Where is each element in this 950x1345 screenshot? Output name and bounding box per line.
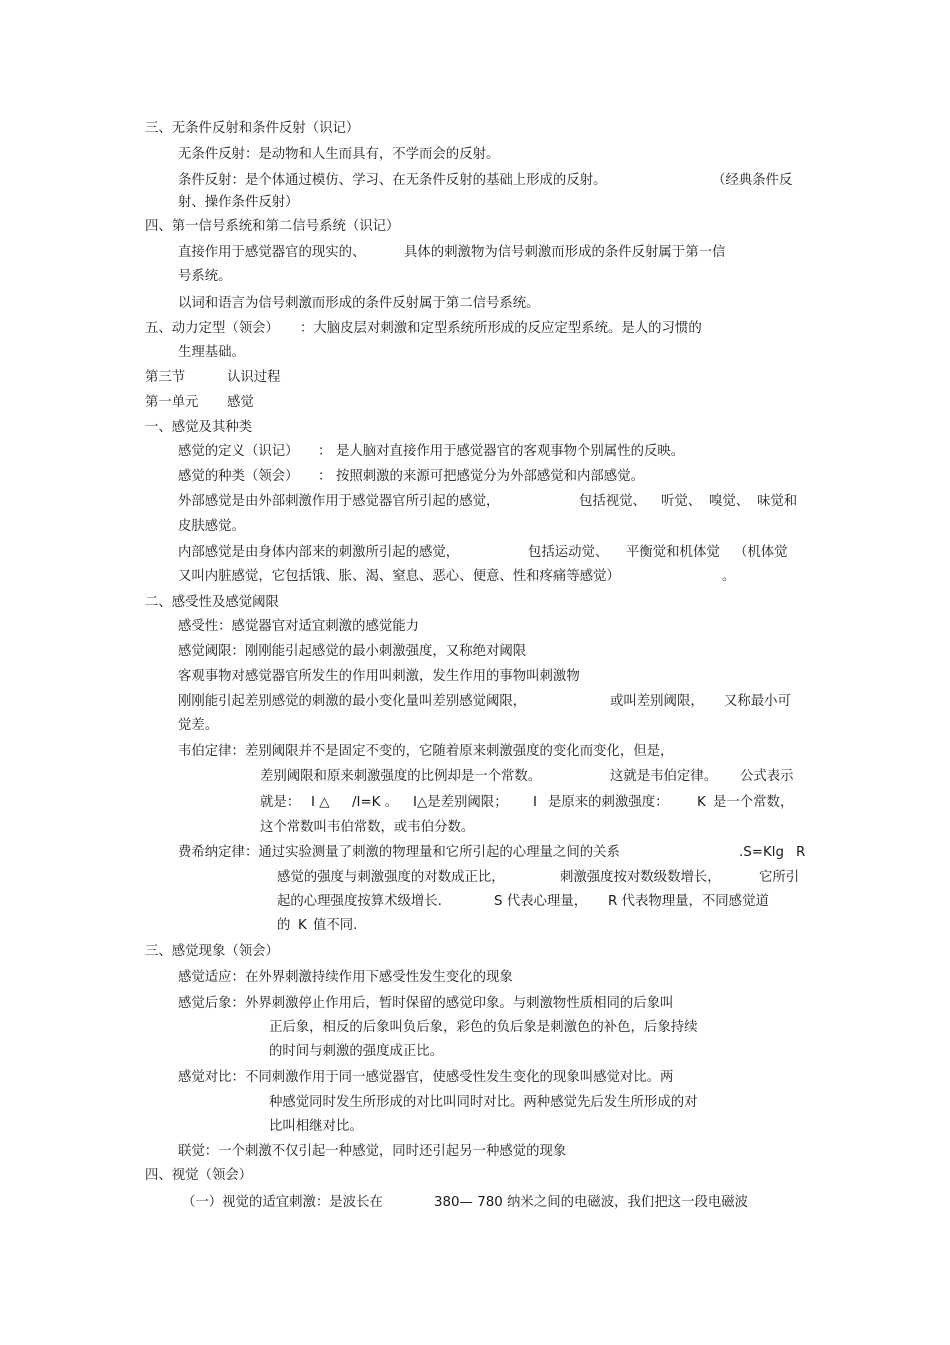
text-line-10: 五、动力定型（领会） (145, 321, 279, 336)
text-line-47: 公式表示 (740, 769, 794, 784)
text-line-33: （机体觉 (734, 545, 788, 560)
text-line-72: 正后象，相反的后象叫负后象，彩色的负后象是刺激色的补色，后象持续 (269, 1020, 698, 1035)
text-line-49: I △ (311, 795, 330, 810)
text-line-20: 是人脑对直接作用于感觉器官的客观事物个别属性的反映。 (336, 444, 685, 459)
text-line-8: 号系统。 (178, 269, 232, 284)
text-line-64: S 代表心理量， (494, 894, 588, 909)
text-line-19: ： (318, 444, 332, 459)
text-line-2: 条件反射：是个体通过模仿、学习、在无条件反射的基础上形成的反射。 (178, 173, 607, 188)
text-line-43: 觉差。 (178, 718, 219, 733)
text-line-42: 又称最小可 (724, 694, 791, 709)
text-line-34: 又叫内脏感觉，它包括饿、胀、渴、窒息、恶心、便意、性和疼痛等感觉） (178, 569, 620, 584)
text-line-30: 内部感觉是由身体内部来的刺激所引起的感觉， (178, 545, 460, 560)
text-line-65: R 代表物理量，不同感觉道 (608, 894, 769, 909)
text-line-80: 380— 780 纳米之间的电磁波，我们把这一段电磁波 (434, 1195, 749, 1210)
text-line-73: 的时间与刺激的强度成正比。 (269, 1044, 444, 1059)
text-line-51: I△是差别阈限； (413, 795, 508, 810)
text-line-55: 是一个常数， (713, 795, 794, 810)
text-line-35: 。 (722, 569, 736, 584)
text-line-23: 按照刺激的来源可把感觉分为外部感觉和内部感觉。 (336, 469, 644, 484)
text-line-41: 或叫差别阈限， (610, 694, 704, 709)
text-line-24: 外部感觉是由外部刺激作用于感觉器官所引起的感觉， (178, 494, 500, 509)
text-line-12: 生理基础。 (178, 345, 245, 360)
text-line-44: 韦伯定律：差别阈限并不是固定不变的，它随着原来刺激强度的变化而变化，但是， (178, 744, 674, 759)
text-line-52: I (533, 795, 537, 810)
text-line-29: 皮肤感觉。 (178, 519, 245, 534)
text-line-50: /I=K 。 (352, 795, 399, 810)
text-line-36: 二、感受性及感觉阈限 (145, 595, 279, 610)
text-line-63: 起的心理强度按算术级增长. (277, 894, 442, 909)
text-line-54: K (697, 795, 706, 810)
text-line-69: 三、感觉现象（领会） (145, 944, 279, 959)
text-line-21: 感觉的种类（领会） (178, 469, 299, 484)
text-line-18: 感觉的定义（识记） (178, 444, 299, 459)
text-line-37: 感受性：感觉器官对适宜刺激的感觉能力 (178, 619, 420, 634)
text-line-5: 四、第一信号系统和第二信号系统（识记） (145, 219, 400, 234)
text-line-66: 的 (277, 918, 291, 933)
text-line-70: 感觉适应：在外界刺激持续作用下感受性发生变化的现象 (178, 970, 513, 985)
text-line-62: 它所引 (759, 870, 800, 885)
text-line-16: 感觉 (227, 395, 254, 410)
text-line-17: 一、感觉及其种类 (145, 420, 253, 435)
text-line-78: 四、视觉（领会） (145, 1168, 253, 1183)
text-line-31: 包括运动觉、 (528, 545, 609, 560)
text-line-75: 种感觉同时发生所形成的对比叫同时对比。两种感觉先后发生所形成的对 (269, 1095, 698, 1110)
text-line-26: 听觉、 (661, 494, 702, 509)
text-line-15: 第一单元 (145, 395, 199, 410)
text-line-57: 费希纳定律：通过实验测量了刺激的物理量和它所引起的心理量之间的关系 (178, 845, 620, 860)
text-line-32: 平衡觉和机体觉 (626, 545, 720, 560)
text-line-38: 感觉阈限：刚刚能引起感觉的最小刺激强度，又称绝对阈限 (178, 644, 527, 659)
text-line-76: 比叫相继对比。 (269, 1119, 363, 1134)
text-line-68: 值不同. (313, 918, 358, 933)
text-line-67: K (298, 918, 307, 933)
text-line-79: （一）视觉的适宜刺激：是波长在 (182, 1195, 383, 1210)
text-line-74: 感觉对比：不同刺激作用于同一感觉器官，使感受性发生变化的现象叫感觉对比。两 (178, 1070, 674, 1085)
text-line-59: R (796, 845, 806, 860)
text-line-28: 味觉和 (757, 494, 798, 509)
text-line-39: 客观事物对感觉器官所发生的作用叫刺激，发生作用的事物叫刺激物 (178, 669, 580, 684)
text-line-56: 这个常数叫韦伯常数，或韦伯分数。 (260, 820, 475, 835)
text-line-1: 无条件反射：是动物和人生而具有，不学而会的反射。 (178, 147, 500, 162)
text-line-53: 是原来的刺激强度： (548, 795, 669, 810)
text-line-40: 刚刚能引起差别感觉的刺激的最小变化量叫差别感觉阈限， (178, 694, 527, 709)
text-line-22: ： (318, 469, 332, 484)
text-line-9: 以词和语言为信号刺激而形成的条件反射属于第二信号系统。 (178, 296, 540, 311)
text-line-60: 感觉的强度与刺激强度的对数成正比， (277, 870, 505, 885)
text-line-13: 第三节 (145, 370, 186, 385)
text-line-77: 联觉：一个刺激不仅引起一种感觉，同时还引起另一种感觉的现象 (178, 1144, 567, 1159)
text-line-4: 射、操作条件反射） (178, 195, 299, 210)
text-line-45: 差别阈限和原来刺激强度的比例却是一个常数。 (260, 769, 542, 784)
text-line-3: （经典条件反 (712, 173, 793, 188)
text-line-46: 这就是韦伯定律。 (610, 769, 718, 784)
text-line-48: 就是： (260, 795, 301, 810)
text-line-27: 嗅觉、 (709, 494, 750, 509)
text-line-61: 刺激强度按对数级数增长， (560, 870, 721, 885)
text-line-14: 认识过程 (227, 370, 281, 385)
text-line-7: 具体的刺激物为信号刺激而形成的条件反射属于第一信 (404, 245, 726, 260)
text-line-71: 感觉后象：外界刺激停止作用后，暂时保留的感觉印象。与刺激物性质相同的后象叫 (178, 996, 674, 1011)
text-line-0: 三、无条件反射和条件反射（识记） (145, 121, 360, 136)
text-line-58: .S=Klg (739, 845, 784, 860)
text-line-25: 包括视觉、 (579, 494, 646, 509)
text-line-6: 直接作用于感觉器官的现实的、 (178, 245, 366, 260)
text-line-11: ：大脑皮层对刺激和定型系统所形成的反应定型系统。是人的习惯的 (300, 321, 702, 336)
